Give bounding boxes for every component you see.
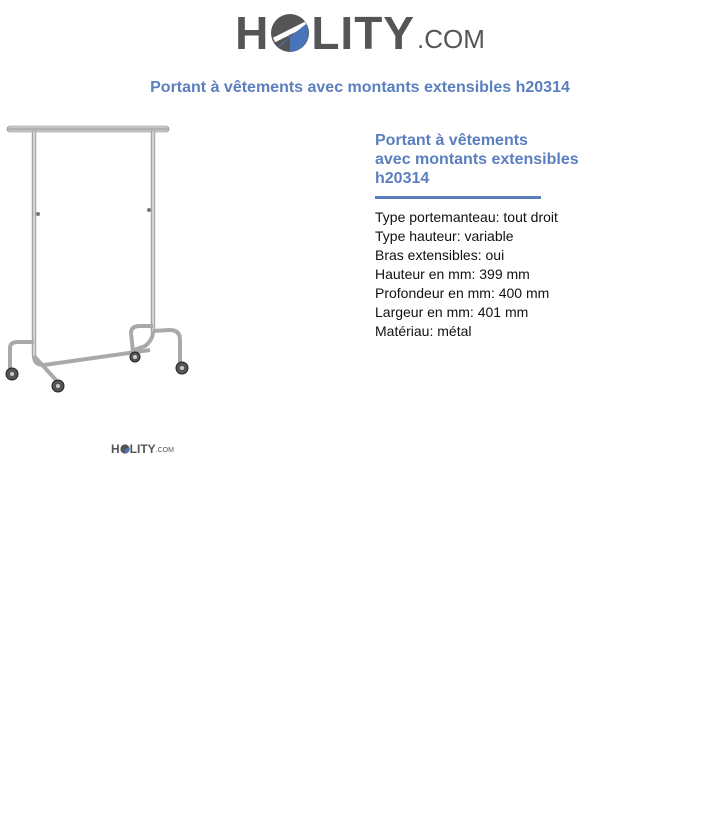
product-title-line-2: avec montants extensibles [375,151,579,168]
logo-o-icon [270,10,310,56]
clothes-rack-image [0,118,200,403]
spec-largeur: Largeur en mm: 401 mm [375,304,529,320]
title-divider [375,196,541,199]
spec-bras-extensibles: Bras extensibles: oui [375,247,505,263]
spec-materiau: Matériau: métal [375,323,472,339]
spec-profondeur: Profondeur en mm: 400 mm [375,285,550,301]
logo-letters-lity: LITY [311,7,415,59]
spec-type-hauteur: Type hauteur: variable [375,228,514,244]
product-title [375,131,705,188]
product-info [375,131,705,341]
small-logo-suffix: .COM [155,447,174,454]
spec-hauteur: Hauteur en mm: 399 mm [375,266,530,282]
site-logo[interactable] [0,7,720,70]
product-title-line-1: Portant à vêtements [375,132,528,149]
product-title-line-3: h20314 [375,170,430,187]
small-logo-letter-h: H [111,442,120,456]
logo-letter-h: H [235,7,270,59]
image-watermark-logo [111,443,174,455]
small-logo-letters-lity: LITY [129,442,156,456]
logo-suffix: .COM [417,24,485,54]
page-title: Portant à vêtements avec montants extensibles h20314 [150,79,570,96]
spec-type-portemanteau: Type portemanteau: tout droit [375,209,558,225]
small-logo-o-icon [120,443,130,455]
